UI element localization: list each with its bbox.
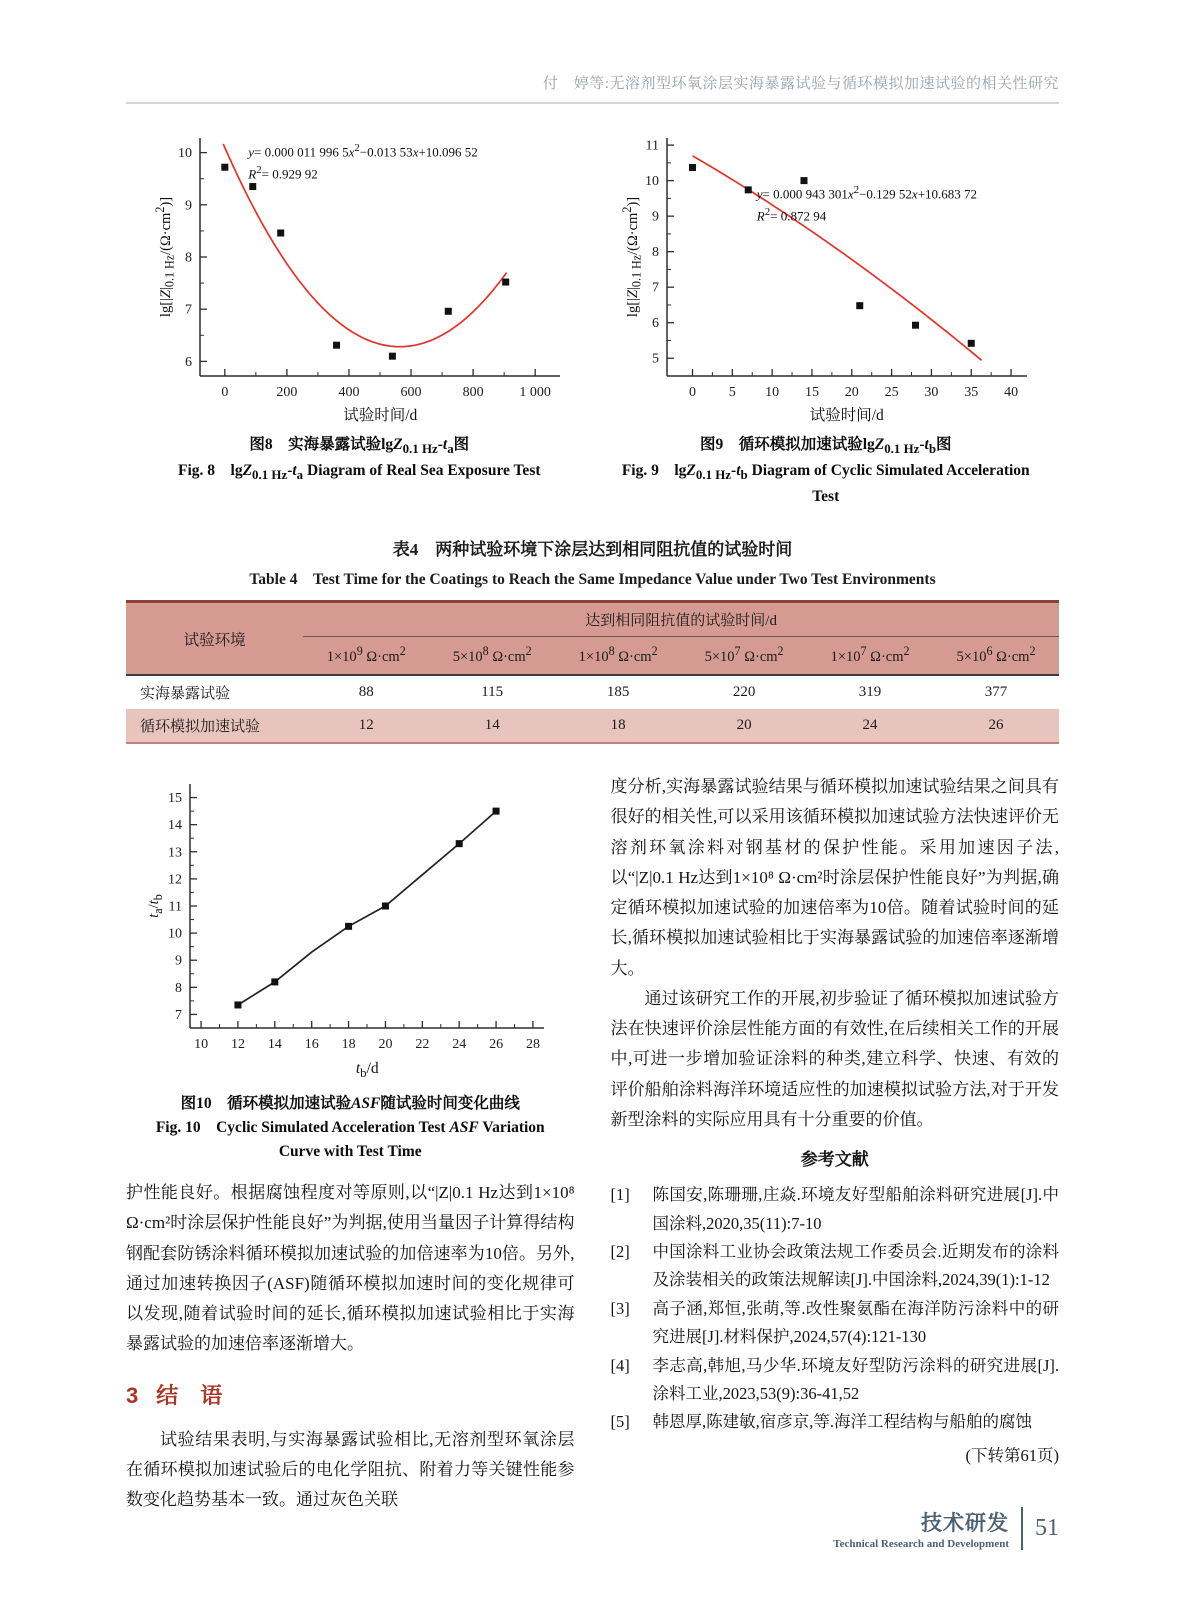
table4-env-header: 试验环境 [183,631,246,649]
svg-text:20: 20 [844,385,859,400]
fig9-chart-box [611,128,1041,425]
page-footer [833,1507,1059,1550]
fig8-caption-cn: 图8 实海暴露试验$\lg Z_{0.1 Hz}-t_a$图 [249,436,470,457]
svg-text:200: 200 [276,385,298,400]
table4-title-cn: 表4 两种试验环境下涂层达到相同阻抗值的试验时间 [392,540,793,560]
continued-on-page-note: (下转第61页) [965,1445,1059,1465]
svg-text:26: 26 [489,1037,504,1053]
reference-item [611,1238,1060,1295]
right-column [611,772,1060,1516]
fig10-x-axis-label: $t_b/d$ [355,1060,379,1081]
reference-number: [5] [610,1412,630,1432]
fig10-y-axis-label: $t_a/t_b$ [146,894,166,918]
svg-text:14: 14 [168,818,183,834]
fig8-x-axis-label: 试验时间/d [343,407,418,424]
cell: 12 [358,717,374,734]
cell: 14 [484,717,500,734]
section-number: 3 [126,1382,139,1408]
svg-text:0: 0 [688,385,696,400]
svg-text:20: 20 [378,1037,393,1053]
fig8-equation [248,140,478,184]
fig8-equation-line: y= 0.000 011 996 $5x^2-0.013$ 53x+10.096 52 [248,142,478,160]
svg-text:6: 6 [651,316,659,332]
svg-text:6: 6 [185,354,193,370]
figure-10 [126,772,575,1164]
running-head-text: 付 婷等:无溶剂型环氧涂层实海暴露试验与循环模拟加速试验的相关性研究 [542,76,1059,92]
svg-text:8: 8 [185,250,193,266]
table4-subheader-5e6: $5\times 10^6$ $\Omega\cdot cm^2$ [956,644,1036,666]
table4-subheader-5e7: $5\times 10^7$ $\Omega\cdot cm^2$ [704,644,784,666]
svg-text:7: 7 [175,1008,183,1024]
table-row [126,709,1059,743]
svg-text:400: 400 [338,385,360,400]
page-number: 51 [1021,1507,1059,1550]
figures-row [126,128,1059,509]
fig9-equation [757,182,977,226]
cell: 319 [807,675,933,709]
svg-text:9: 9 [175,953,183,969]
fig9-caption [593,433,1060,509]
table4-subheader-1e7: $1\times 10^7$ $\Omega\cdot cm^2$ [830,644,910,666]
left-column [126,772,575,1516]
svg-text:1 000: 1 000 [519,385,552,400]
row-label-sea-exposure: 实海暴露试验 [126,675,303,709]
two-column-body [126,772,1059,1516]
reference-item [611,1181,1060,1238]
svg-text:9: 9 [651,209,659,225]
fig9-caption-cn: 图9 循环模拟加速试验$\lg Z_{0.1 Hz}-t_b$图 [699,436,952,457]
table-row [126,675,1059,709]
svg-text:28: 28 [526,1037,541,1053]
fig9-r2-line: $R^2= 0.872$ 94 [756,205,827,224]
svg-text:0: 0 [221,385,229,400]
svg-text:7: 7 [185,302,193,318]
paragraph-left-2: 试验结果表明,与实海暴露试验相比,无溶剂型环氧涂层在循环模拟加速试验后的电化学阻抗、附着力等关键性能参数变化趋势基本一致。通过灰色关联 [126,1429,575,1510]
svg-text:40: 40 [1003,385,1018,400]
fig8-caption-en: Fig. 8 $\lg Z_{0.1 Hz}-t_a$ Diagram of Real Sea Exposure Test [177,462,541,483]
reference-text: 陈国安,陈珊珊,庄焱.环境友好型船舶涂料研究进展[J].中国涂料,2020,35(11):7-10 [652,1185,1059,1233]
reference-number: [1] [610,1185,630,1205]
fig8-chart-box [144,128,574,425]
fig8-y-axis-label: $\lg[|Z|_{0.1 Hz}/(\Omega\cdot cm^2)]$ [153,196,177,318]
reference-text: 高子涵,郑恒,张萌,等.改性聚氨酯在海洋防污涂料中的研究进展[J].材料保护,2024,57(4):121-130 [652,1298,1059,1347]
svg-text:9: 9 [185,198,193,214]
svg-text:10: 10 [764,385,779,400]
svg-text:35: 35 [963,385,978,400]
svg-text:16: 16 [304,1037,319,1053]
svg-text:12: 12 [231,1037,246,1053]
reference-text: 中国涂料工业协会政策法规工作委员会.近期发布的涂料及涂装相关的政策法规解读[J].中国涂料,2024,39(1):1-12 [652,1242,1059,1290]
section-3-heading [126,1376,575,1415]
paragraph-left-1: 护性能良好。根据腐蚀程度对等原则,以“|Z|0.1 Hz达到1×10⁸ Ω·cm²时涂层保护性能良好”为判据,使用当量因子计算得结构钢配套防锈涂料循环模拟加速试验的加倍速率为10倍。另外,通过加速转换因子(ASF)随循环模拟加速时间的变化规律可以发现,随着试验时间的延长,循环模拟加速试验相比于实海暴露试验的加速倍率逐渐增大。 [126,1183,575,1354]
svg-text:8: 8 [175,980,183,996]
cell: 18 [610,717,626,734]
fig9-y-axis-label: $\lg[|Z|_{0.1 Hz}/(\Omega\cdot cm^2)]$ [619,196,644,318]
table4-span-header: 达到相同阻抗值的试验时间/d [303,602,1059,637]
cell: 88 [303,675,429,709]
svg-text:14: 14 [268,1037,283,1053]
svg-text:5: 5 [651,351,659,367]
svg-text:11: 11 [168,899,183,915]
reference-number: [2] [610,1242,630,1262]
references-heading: 参考文献 [800,1150,869,1170]
cell: 185 [555,675,681,709]
svg-text:10: 10 [644,174,659,190]
table4-subheader-1e9: $1\times 10^9$ $\Omega\cdot cm^2$ [326,644,406,666]
paragraph-right-1: 度分析,实海暴露试验结果与循环模拟加速试验结果之间具有很好的相关性,可以采用该循环模拟加速试验方法快速评价无溶剂环氧涂料对钢基材的保护性能。采用加速因子法,以“|Z|0.1 Hz达到1×10⁸ Ω·cm²时涂层保护性能良好”为判据,确定循环模拟加速试验的加速倍率为10倍。随着试验时间的延长,循环模拟加速试验相比于实海暴露试验的加速倍率逐渐增大。 [610,777,1059,978]
svg-text:22: 22 [415,1037,430,1053]
table4-subheader-1e8: $1\times 10^8$ $\Omega\cdot cm^2$ [578,644,658,666]
svg-text:10: 10 [178,146,193,162]
footer-section-en: Technical Research and Development [833,1538,1009,1550]
svg-text:10: 10 [194,1037,209,1053]
svg-text:7: 7 [651,280,659,296]
svg-text:8: 8 [651,245,659,261]
row-label-cyclic-test: 循环模拟加速试验 [140,719,261,736]
table4-subheader-5e8: $5\times 10^8$ $\Omega\cdot cm^2$ [452,644,532,666]
fig10-chart-box [138,772,562,1084]
svg-text:800: 800 [462,385,484,400]
cell: 26 [988,717,1004,734]
svg-text:10: 10 [168,926,183,942]
fig10-plot [138,772,562,1058]
cell: 24 [862,717,878,734]
table4-title-en: Table 4 Test Time for the Coatings to Reach the Same Impedance Value under Two Test Environments [249,571,936,589]
reference-number: [4] [610,1355,630,1375]
fig8-caption [126,433,593,485]
table4-titles [126,535,1059,589]
cell: 377 [933,675,1059,709]
svg-text:13: 13 [168,845,183,861]
figure-8 [126,128,593,509]
fig8-r2-line: $R^2= 0.929$ 92 [248,163,318,182]
svg-text:12: 12 [168,872,183,888]
section-title: 结 语 [156,1382,223,1408]
fig9-plot [611,128,1041,406]
reference-item [611,1352,1060,1409]
reference-item [611,1295,1060,1352]
svg-text:15: 15 [168,791,183,807]
svg-text:30: 30 [924,385,939,400]
svg-text:18: 18 [341,1037,356,1053]
table4-header [126,602,1059,675]
cell: 115 [429,675,555,709]
table4 [126,600,1059,744]
paragraph-right-2: 通过该研究工作的开展,初步验证了循环模拟加速试验方法在快速评价涂层性能方面的有效性,在后续相关工作的开展中,可进一步增加验证涂料的种类,建立科学、快速、有效的评价船舶涂料海洋环境适应性的加速模拟试验方法,对于开发新型涂料的实际应用具有十分重要的价值。 [610,988,1059,1129]
cell: 20 [736,717,752,734]
svg-text:5: 5 [728,385,736,400]
cell: 220 [681,675,807,709]
reference-item [611,1408,1060,1436]
footer-section-labels [833,1507,1009,1550]
svg-text:15: 15 [804,385,819,400]
fig9-x-axis-label: 试验时间/d [809,407,884,424]
footer-section-cn: 技术研发 [921,1511,1009,1535]
fig10-caption-cn: 图10 循环模拟加速试验ASF随试验时间变化曲线 [180,1095,520,1113]
reference-number: [3] [610,1298,630,1318]
fig9-caption-en: Fig. 9 $\lg Z_{0.1 Hz}-t_b$ Diagram of Cyclic Simulated Acceleration Test [621,462,1030,506]
fig10-caption-en: Fig. 10 Cyclic Simulated Acceleration Test ASF Variation Curve with Test Time [155,1119,545,1161]
svg-text:600: 600 [400,385,422,400]
fig10-caption [126,1092,575,1164]
figure-9 [593,128,1060,509]
svg-text:25: 25 [884,385,899,400]
running-head [126,72,1059,104]
reference-text: 韩恩厚,陈建敏,宿彦京,等.海洋工程结构与船舶的腐蚀 [652,1412,1032,1432]
svg-text:24: 24 [452,1037,467,1053]
reference-text: 李志高,韩旭,马少华.环境友好型防污涂料的研究进展[J].涂料工业,2023,53(9):36-41,52 [652,1355,1059,1403]
fig9-equation-line: y= 0.000 943 $301x^2-0.129$ 52x+10.683 72 [756,184,978,202]
svg-text:11: 11 [645,138,659,154]
